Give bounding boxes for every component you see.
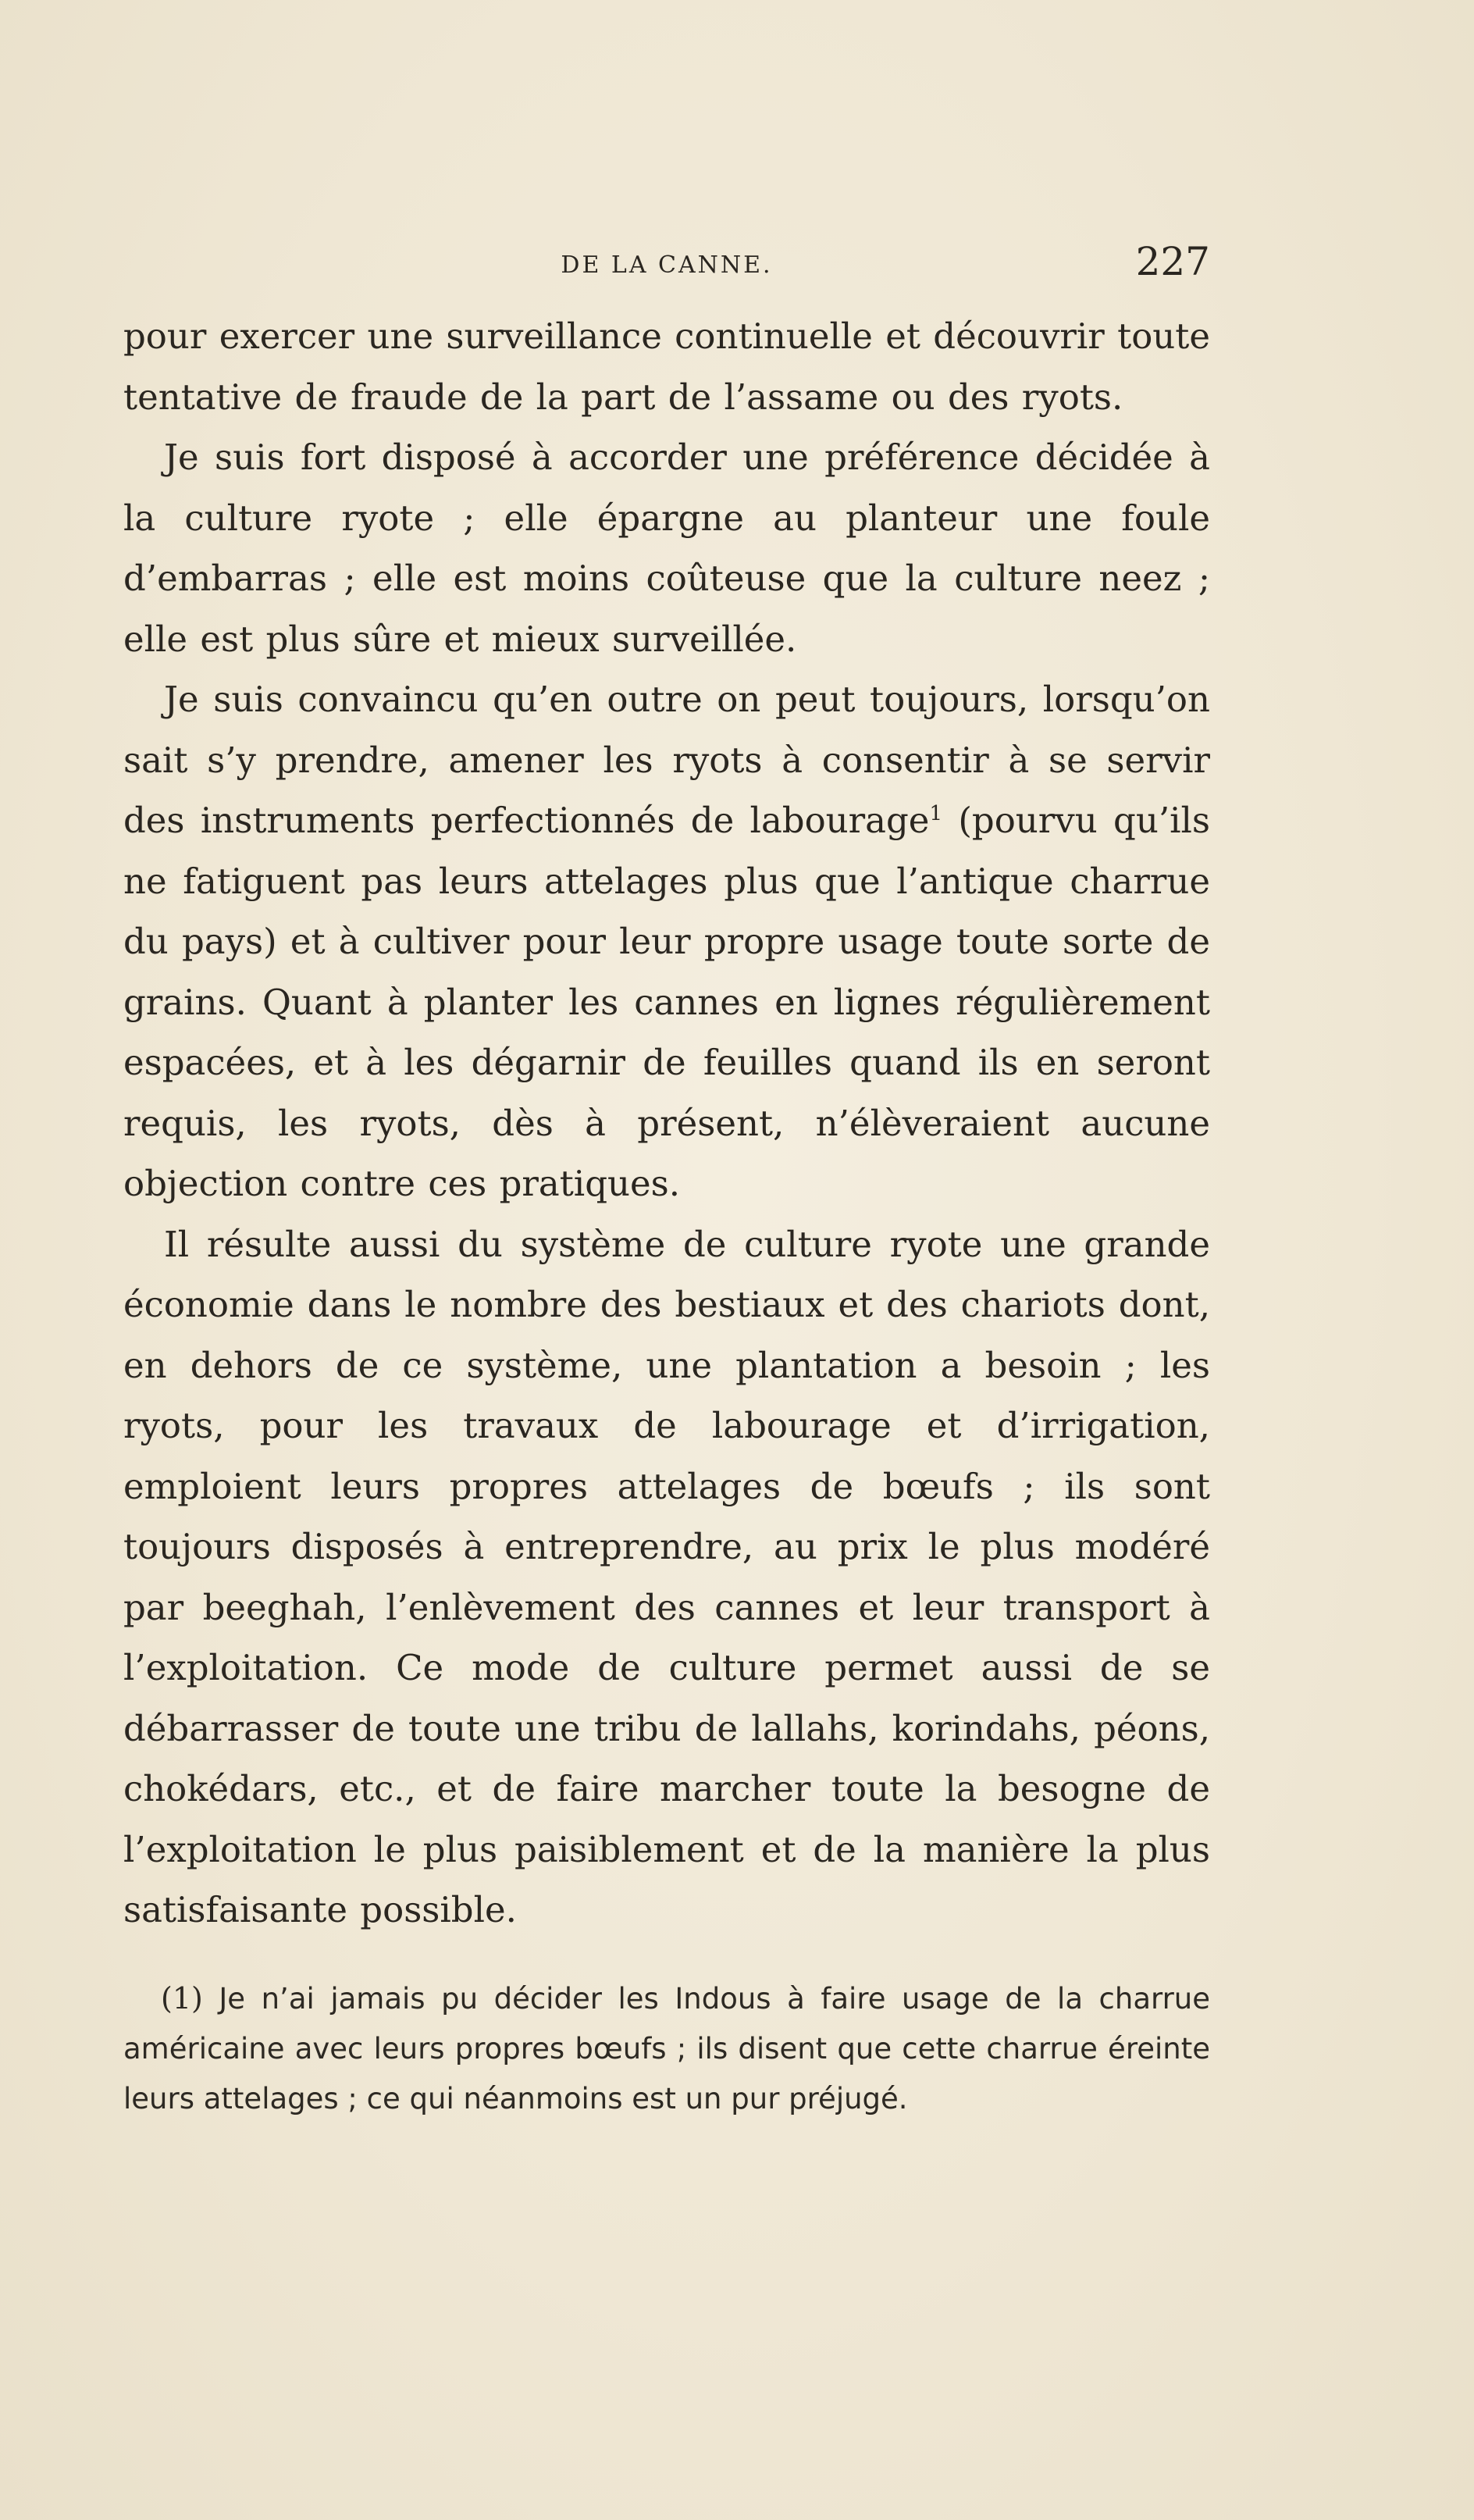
paragraph-text: Je suis fort disposé à accorder une préférence décidée à la culture ryote ; elle épargne au planteur une foule d’embarras ; elle est moins coûteuse que la culture neez ; elle est plus sûre et mieux surveillée. <box>123 437 1210 660</box>
text-block <box>123 234 1210 2124</box>
footnote-mark: (1) <box>161 1980 203 2016</box>
paragraph-text: Je suis convaincu qu’en outre on peut toujours, lorsqu’on sait s’y prendre, amener les ryots à consentir à se servir des instruments perfectionnés de labourage <box>123 679 1210 841</box>
running-title: DE LA CANNE. <box>561 251 773 279</box>
paragraph-text: pour exercer une surveillance continuelle et découvrir toute tentative de fraude de la part de l’assame ou des ryots. <box>123 315 1210 418</box>
footnote-reference: 1 <box>929 802 942 825</box>
footnote <box>123 1973 1210 2124</box>
paragraph-3 <box>123 669 1210 1214</box>
paragraph-text: Il résulte aussi du système de culture ryote une grande économie dans le nombre des bestiaux et des chariots dont, en dehors de ce système, une plantation a besoin ; les ryots, pour les travaux de labourage et d’irrigation, emploient leurs propres attelages de bœufs ; ils sont toujours disposés à entreprendre, au prix le plus modéré par beeghah, l’enlèvement des cannes et leur transport à l’exploitation. Ce mode de culture permet aussi de se débarrasser de toute une tribu de lallahs, korindahs, péons, chokédars, etc., et de faire marcher toute la besogne de l’exploitation le plus paisiblement et de la manière la plus satisfaisante possible. <box>123 1223 1210 1930</box>
paragraph-text: (pourvu qu’ils ne fatiguent pas leurs attelages plus que l’antique charrue du pays) et à cultiver pour leur propre usage toute sorte de grains. Quant à planter les cannes en lignes régulièrement espacées, et à les dégarnir de feuilles quand ils en seront requis, les ryots, dès à présent, n’élèveraient aucune objection contre ces pratiques. <box>123 800 1210 1204</box>
running-head <box>123 234 1210 289</box>
page-number: 227 <box>1135 239 1210 284</box>
paragraph-1 <box>123 306 1210 427</box>
paragraph-4 <box>123 1214 1210 1941</box>
paragraph-2 <box>123 427 1210 669</box>
body-text <box>123 306 1210 1941</box>
footnote-text: Je n’ai jamais pu décider les Indous à faire usage de la charrue américaine avec leurs propres bœufs ; ils disent que cette charrue éreinte leurs attelages ; ce qui néanmoins est un pur préjugé. <box>123 1981 1210 2115</box>
